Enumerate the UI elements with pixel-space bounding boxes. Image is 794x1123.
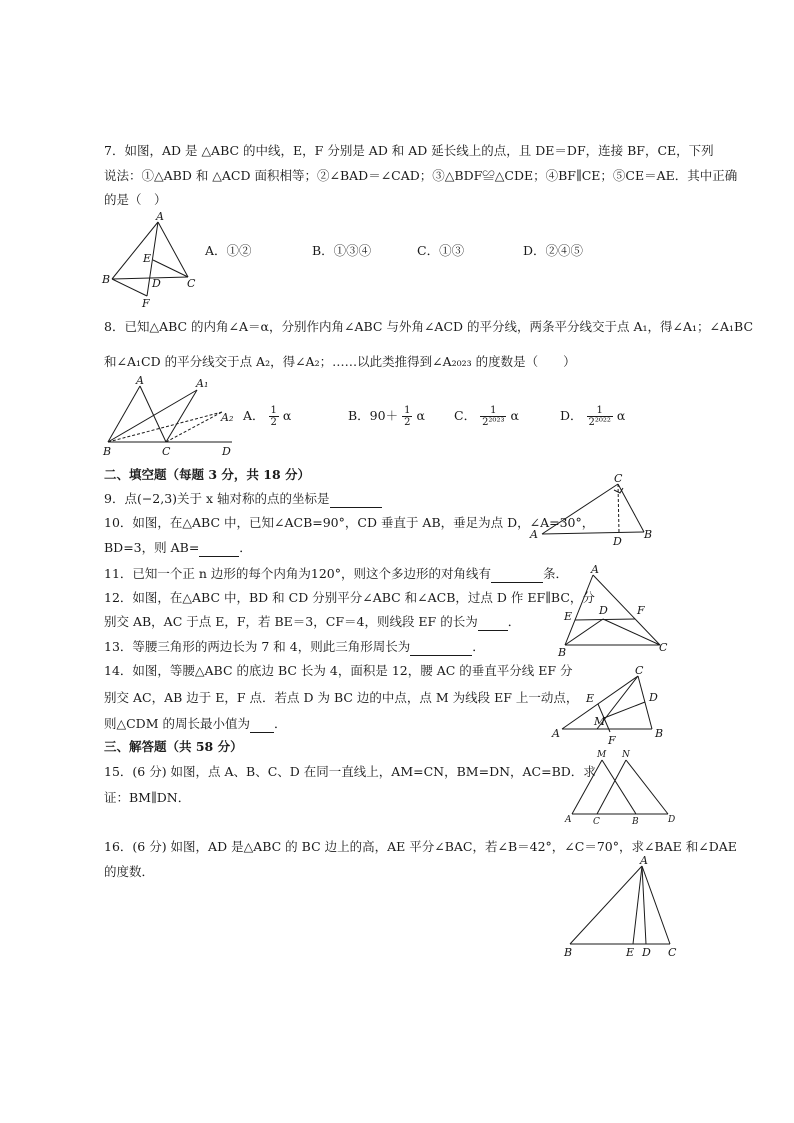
q14-segment-md [604,702,645,718]
q8-label-a: A [136,374,144,387]
q12-label-d: D [599,604,608,617]
q16-side-ab [570,866,642,944]
q7-label-d: D [152,277,161,290]
q9-text [104,491,382,508]
q16-label-e: E [626,946,635,959]
q16-label-d: D [642,946,651,959]
q7-figure [100,210,200,310]
q8-bisector-ba1 [108,390,197,442]
q13-text: 13．等腰三角形的两边长为 7 和 4，则此三角形周长为 ． [104,639,485,654]
q12-line-1: 12．如图，在△ABC 中，BD 和 CD 分别平分∠ABC 和∠ACB，过点 D 作 EF∥BC，分 [104,590,595,605]
q8-option-c-variable: α [510,408,519,423]
q10-label-b: B [644,528,653,541]
q11-text [104,566,568,583]
q8-option-c-denominator: 2²⁰²³ [482,417,505,428]
q8-side-ac [140,386,166,442]
q11-answer-blank[interactable] [491,566,543,583]
q15-label-a: A [565,815,572,825]
q7-line-2: 说法：①△ABD 和 △ACD 面积相等；②∠BAD＝∠CAD；③△BDF≌△CDE；④BF∥CE；⑤CE＝AE．其中正确 [104,168,738,183]
q13-stem: 13．等腰三角形的两边长为 7 和 4，则此三角形周长为 [104,639,411,654]
q14-label-m: M [594,715,606,728]
q10-side-ab [542,532,644,534]
q7-option-c[interactable]: C．①③ [417,243,465,258]
q14-label-b: B [655,727,664,740]
q14-label-d: D [649,691,658,704]
q15-label-m: M [597,750,607,760]
q8-option-d-fraction [587,405,613,428]
q14-label-f: F [608,734,616,747]
q14-line-3-stem: 则△CDM 的周长最小值为 [104,716,250,731]
q15-segment-cn [597,760,626,814]
q10-side-bc [618,484,644,532]
q8-option-a[interactable] [243,405,291,428]
q7-side-ac [158,222,188,277]
q11-stem: 11．已知一个正 n 边形的每个内角为120°，则这个多边形的对角线有 [104,566,492,581]
q7-line-3: 的是（ ） [104,192,167,207]
q10-line-1: 10．如图，在△ABC 中，已知∠ACB=90°，CD 垂直于 AB，垂足为点 D，∠A=30°， [104,515,595,530]
q8-option-b[interactable] [348,405,425,428]
q15-segment-bm [602,760,636,814]
q12-label-c: C [659,641,668,654]
q10-altitude-cd [618,484,619,533]
q15-line-1: 15．(6 分) 如图，点 A、B、C、D 在同一直线上，AM=CN，BM=DN，AC=BD．求 [104,764,596,779]
q9-answer-blank[interactable] [330,491,382,508]
q12-bisector-cd [603,619,660,645]
q7-label-b: B [102,273,111,286]
q8-option-d-prefix: D． [560,408,583,423]
q8-label-b: B [103,445,112,458]
q7-segment-ce [153,260,188,277]
q14-label-c: C [635,664,644,677]
q7-segment-bf [112,279,147,296]
q8-option-a-variable: α [282,408,292,423]
q12-figure [555,563,675,658]
q16-label-a: A [640,854,648,867]
q15-label-d: D [668,815,676,825]
q12-label-f: F [637,604,645,617]
q8-option-d-numerator: 1 [587,405,613,417]
q16-label-c: C [668,946,677,959]
q14-label-e: E [586,692,595,705]
q15-segment-dn [626,760,668,814]
q16-figure [560,852,685,960]
q12-label-b: B [558,646,567,659]
section-2-title: 二、填空题（每题 3 分，共 18 分） [104,467,311,482]
q10-label-d: D [613,535,622,548]
q11-suffix: 条． [543,566,569,581]
q8-bisector-ba2 [108,412,222,442]
q10-label-a: A [530,528,538,541]
q16-line-2: 的度数． [104,864,155,879]
q8-option-b-prefix: B．90＋ [348,408,399,423]
q8-label-c: C [162,445,171,458]
q15-label-c: C [593,817,600,827]
q7-option-b[interactable]: B．①③④ [312,243,372,258]
q15-figure [562,746,677,826]
q12-label-a: A [591,563,599,576]
q14-line-2: 别交 AC，AB 边于 E，F 点．若点 D 为 BC 边的中点，点 M 为线段 EF 上一动点， [104,690,579,705]
q8-option-d-variable: α [616,408,626,423]
q16-bisector-ae [633,866,642,944]
q9-stem: 9．点(−2,3)关于 x 轴对称的点的坐标是 [104,491,330,506]
q8-option-b-numerator: 1 [404,405,411,416]
q10-line-2-stem: BD=3，则 AB= [104,540,200,555]
q12-label-e: E [564,610,573,623]
q15-line-2: 证：BM∥DN． [104,790,191,805]
q8-option-b-denominator: 2 [404,417,411,428]
q16-side-ac [642,866,670,944]
q14-answer-blank[interactable] [250,716,274,733]
q7-option-a[interactable]: A．①② [205,243,252,258]
q15-label-b: B [632,817,639,827]
q8-option-d[interactable] [560,405,625,428]
q8-option-d-denominator: 2²⁰²² [588,417,611,428]
q7-label-f: F [142,297,150,310]
q8-label-d: D [222,445,231,458]
q7-label-e: E [143,252,152,265]
section-3-title: 三、解答题（共 58 分） [104,739,243,754]
q8-option-a-denominator: 2 [270,417,277,428]
q16-line-1: 16．(6 分) 如图，AD 是△ABC 的 BC 边上的高，AE 平分∠BAC，若∠B＝42°，∠C＝70°，求∠BAE 和∠DAE [104,839,737,854]
q12-line-2: 别交 AB，AC 于点 E，F，若 BE＝3，CF＝4，则线段 EF 的长为 ． [104,614,521,629]
q10-label-c: C [614,472,623,485]
q15-label-n: N [622,750,630,760]
q8-label-a1: A₁ [196,377,209,390]
q8-label-a2: A₂ [221,411,234,424]
q16-label-b: B [564,946,573,959]
q8-option-a-fraction [269,405,279,428]
q8-option-a-prefix: A． [243,408,265,423]
q10-answer-blank[interactable] [199,540,239,557]
q10-line-2: BD=3，则 AB= ． [104,540,252,555]
q7-label-c: C [187,277,196,290]
q7-option-d[interactable]: D．②④⑤ [523,243,584,258]
q14-line-3: 则△CDM 的周长最小值为 ． [104,716,287,731]
q14-line-1: 14．如图，等腰△ABC 的底边 BC 长为 4，面积是 12，腰 AC 的垂直平分线 EF 分 [104,663,573,678]
q8-line-1: 8．已知△ABC 的内角∠A＝α，分别作内角∠ABC 与外角∠ACD 的平分线，两条平分线交于点 A₁，得∠A₁；∠A₁BC [104,319,754,334]
q8-option-c-numerator: 1 [480,405,506,417]
q8-figure [100,374,240,458]
q8-line-2: 和∠A₁CD 的平分线交于点 A₂，得∠A₂；……以此类推得到∠A₂₀₂₃ 的度数是（ ） [104,354,576,369]
q12-answer-blank[interactable] [478,614,508,631]
q7-label-a: A [156,210,164,223]
q16-altitude-ad [642,866,646,944]
q10-figure [528,472,658,547]
q14-label-a: A [552,727,560,740]
q7-line-1: 7．如图，AD 是 △ABC 的中线，E，F 分别是 AD 和 AD 延长线上的点，且 DE＝DF，连接 BF，CE，下列 [104,143,714,158]
q8-side-ab [108,386,140,442]
q13-answer-blank[interactable] [410,639,472,656]
q12-line-2-stem: 别交 AB，AC 于点 E，F，若 BE＝3，CF＝4，则线段 EF 的长为 [104,614,478,629]
q8-option-b-fraction [402,405,412,428]
q8-option-b-variable: α [416,408,425,423]
q8-option-c-prefix: C． [454,408,477,423]
q8-option-c-fraction [480,405,506,428]
q8-option-a-numerator: 1 [270,405,277,416]
q8-option-c[interactable] [454,405,519,428]
